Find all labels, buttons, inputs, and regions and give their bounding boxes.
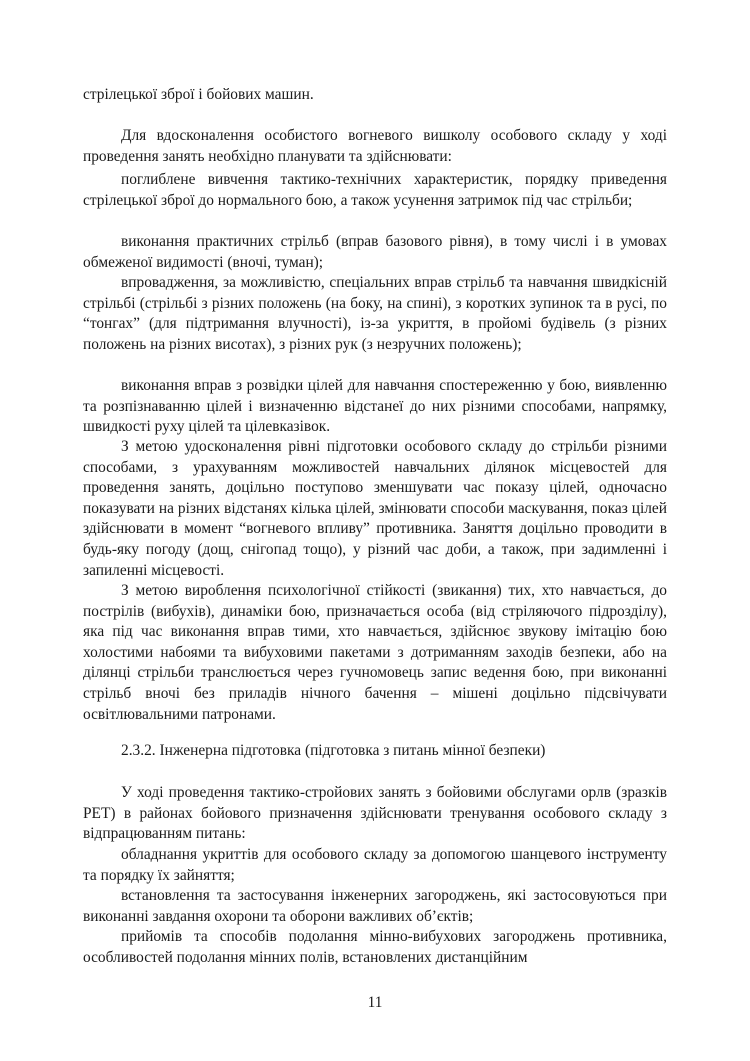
list-item-special-exercises: впровадження, за можливістю, спеціальних вправ стрільб та навчання швидкісній стрільбі (стрільбі з різних положень (на боку, на спині), з коротких зупинок та в русі, по “тонгах” (для підтримання влучності), із-за укриття, в пройомі будівель (з різних положень на різних висотах), з різних рук (з незручних положень); [83, 274, 667, 353]
list-item-target-recon: виконання вправ з розвідки цілей для навчання спостереженню у бою, виявленню та розпізнаванню цілей і визначенню відстанеї до них різними способами, напрямку, швидкості руху цілей та цілевказівок. [83, 377, 667, 436]
page-number: 11 [367, 994, 383, 1011]
list-item-practical-firing: виконання практичних стрільб (вправ базового рівня), в тому числі і в умовах обмеженої видимості (вночі, туман); [83, 233, 667, 271]
list-item-barriers: встановлення та застосування інженерних загороджень, які застосовуються при виконанні завдання охорони та оборони важливих об’єктів; [83, 887, 667, 925]
paragraph-psychological: З метою вироблення психологічної стійкості (звикання) тих, хто навчається, до пострілів (вибухів), динаміки бою, призначається особа (від стріляючого підрозділу), яка під час виконання вправ тими, хто навчається, здійснює звукову імітацію бою холостими набоями та вибуховими пакетами з дотриманням заходів безпеки, або на ділянці стрільби транслюється через гучномовець запис ведення бою, при виконанні стрільб вночі без приладів нічного бачення – мішені доцільно підсвічувати освітлювальними патронами. [83, 582, 667, 723]
section-heading: 2.3.2. Інженерна підготовка (підготовка з питань мінної безпеки) [121, 742, 546, 759]
paragraph-engineering-intro: У ході проведення тактико-стройових занять з бойовими обслугами орлв (зразків РЕТ) в районах бойового призначення здійснювати тренування особового складу з відпрацюванням питань: [83, 784, 667, 843]
list-item-mine-clearing: прийомів та способів подолання мінно-вибухових загороджень противника, особливостей подолання мінних полів, встановлених дистанційним [83, 928, 667, 966]
paragraph-intro: Для вдосконалення особистого вогневого вишколу особового складу у ході проведення занять необхідно планувати та здійснювати: [83, 127, 667, 165]
list-item-study: поглиблене вивчення тактико-технічних характеристик, порядку приведення стрілецької зброї до нормального бою, а також усунення затримок під час стрільби; [83, 171, 667, 209]
paragraph-continuation: стрілецької зброї і бойових машин. [83, 86, 314, 103]
paragraph-improvement: З метою удосконалення рівні підготовки особового складу до стрільби різними способами, з урахуванням можливостей навчальних ділянок місцевостей для проведення занять, доцільно поступово зменшувати час показу цілей, одночасно показувати на різних відстанях кілька цілей, змінювати способи маскування, показ цілей здійснювати в момент “вогневого впливу” противника. Заняття доцільно проводити в будь-яку погоду (дощ, снігопад тощо), у різний час доби, а також, при задимленні і запиленні місцевості. [83, 438, 667, 579]
list-item-shelters: обладнання укриттів для особового складу за допомогою шанцевого інструменту та порядку їх зайняття; [83, 846, 667, 884]
